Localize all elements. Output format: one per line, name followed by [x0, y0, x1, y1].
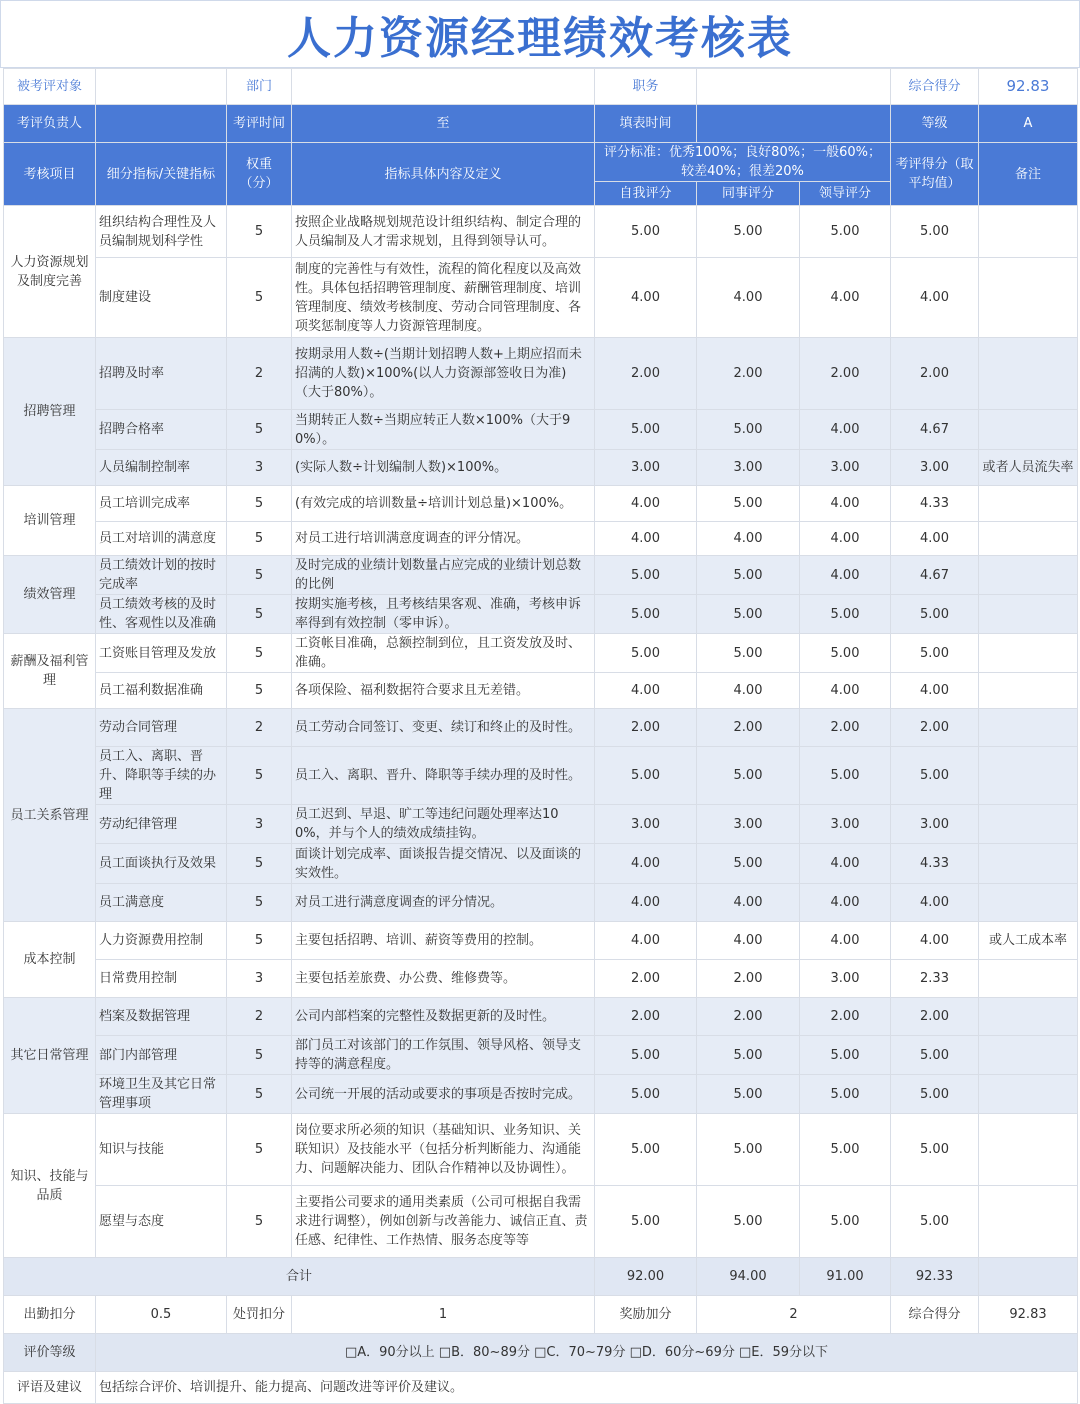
- grade-options[interactable]: □A．90分以上 □B．80~89分 □C．70~79分 □D．60分~69分 □E．59分以下: [96, 1334, 1078, 1372]
- leader-score-cell[interactable]: 5.00: [800, 1036, 891, 1075]
- sub-index-header: 细分指标/关键指标: [96, 143, 227, 206]
- definition-cell: 当期转正人数÷当期应转正人数×100%（大于90%）。: [292, 410, 595, 450]
- weight-cell: 5: [227, 1075, 292, 1114]
- leader-score-cell[interactable]: 5.00: [800, 1186, 891, 1258]
- category-cell: 成本控制: [4, 922, 96, 998]
- avg-score-cell: 3.00: [891, 450, 979, 486]
- grade-row-label: 评价等级: [4, 1334, 96, 1372]
- weight-cell: 5: [227, 634, 292, 673]
- avg-header: 考评得分（取平均值）: [891, 143, 979, 206]
- leader-score-cell[interactable]: 5.00: [800, 1114, 891, 1186]
- definition-cell: 面谈计划完成率、面谈报告提交情况、以及面谈的实效性。: [292, 844, 595, 884]
- note-cell[interactable]: [979, 1114, 1078, 1186]
- self-score-cell[interactable]: 2.00: [595, 709, 697, 747]
- info-row: [4, 69, 1078, 105]
- sub-index-cell: 员工福利数据准确: [96, 673, 227, 709]
- peer-score-cell[interactable]: 4.00: [697, 922, 800, 960]
- total-label: 综合得分: [891, 69, 979, 105]
- sub-index-cell: 员工培训完成率: [96, 486, 227, 522]
- note-cell[interactable]: [979, 258, 1078, 338]
- table-row: [4, 1114, 1078, 1186]
- sub-index-cell: 招聘合格率: [96, 410, 227, 450]
- note-cell[interactable]: [979, 805, 1078, 844]
- reviewer-label: 考评负责人: [4, 105, 96, 143]
- to-label: 至: [292, 105, 595, 143]
- grade-value: A: [979, 105, 1078, 143]
- note-cell[interactable]: [979, 960, 1078, 998]
- leader-score-cell[interactable]: 5.00: [800, 747, 891, 805]
- avg-score-cell: 4.00: [891, 522, 979, 556]
- definition-cell: (实际人数÷计划编制人数)×100%。: [292, 450, 595, 486]
- bonus-value[interactable]: 2: [697, 1296, 891, 1334]
- table-row: [4, 998, 1078, 1036]
- peer-score-cell[interactable]: 4.00: [697, 884, 800, 922]
- sub-index-cell: 组织结构合理性及人员编制规划科学性: [96, 206, 227, 258]
- position-label: 职务: [595, 69, 697, 105]
- sub-index-cell: 部门内部管理: [96, 1036, 227, 1075]
- self-score-cell[interactable]: 3.00: [595, 450, 697, 486]
- sub-index-cell: 日常费用控制: [96, 960, 227, 998]
- note-cell[interactable]: [979, 673, 1078, 709]
- note-cell[interactable]: [979, 884, 1078, 922]
- avg-score-cell: 4.33: [891, 486, 979, 522]
- table-row: [4, 522, 1078, 556]
- definition-cell: 主要指公司要求的通用类素质（公司可根据自我需求进行调整），例如创新与改善能力、诚信正直、责任感、纪律性、工作热情、服务态度等等: [292, 1186, 595, 1258]
- table-row: [4, 1186, 1078, 1258]
- note-cell[interactable]: [979, 1186, 1078, 1258]
- sum-leader: 91.00: [800, 1258, 891, 1296]
- peer-score-cell[interactable]: 5.00: [697, 844, 800, 884]
- category-cell: 培训管理: [4, 486, 96, 556]
- avg-score-cell: 5.00: [891, 634, 979, 673]
- peer-score-cell[interactable]: 4.00: [697, 673, 800, 709]
- leader-score-cell[interactable]: 4.00: [800, 556, 891, 595]
- definition-cell: 员工劳动合同签订、变更、续订和终止的及时性。: [292, 709, 595, 747]
- leader-score-cell[interactable]: 4.00: [800, 486, 891, 522]
- note-cell[interactable]: 或人工成本率: [979, 922, 1078, 960]
- sum-label: 合计: [4, 1258, 595, 1296]
- sub-index-cell: 工资账目管理及发放: [96, 634, 227, 673]
- peer-score-cell[interactable]: 5.00: [697, 1075, 800, 1114]
- self-score-cell[interactable]: 5.00: [595, 1036, 697, 1075]
- weight-cell: 3: [227, 805, 292, 844]
- leader-score-cell[interactable]: 5.00: [800, 206, 891, 258]
- final-total-value: 92.83: [979, 1296, 1078, 1334]
- avg-score-cell: 5.00: [891, 1114, 979, 1186]
- table-row: [4, 673, 1078, 709]
- avg-score-cell: 2.00: [891, 709, 979, 747]
- header-row-2: [4, 143, 1078, 182]
- peer-score-cell[interactable]: 5.00: [697, 1186, 800, 1258]
- self-score-cell[interactable]: 4.00: [595, 922, 697, 960]
- avg-score-cell: 4.00: [891, 258, 979, 338]
- leader-score-cell[interactable]: 3.00: [800, 450, 891, 486]
- leader-score-cell[interactable]: 4.00: [800, 922, 891, 960]
- definition-cell: 按期实施考核，且考核结果客观、准确，考核申诉率得到有效控制（零申诉）。: [292, 595, 595, 634]
- category-cell: 绩效管理: [4, 556, 96, 634]
- self-score-cell[interactable]: 5.00: [595, 595, 697, 634]
- sub-index-cell: 员工入、离职、晋升、降职等手续的办理: [96, 747, 227, 805]
- dept-label: 部门: [227, 69, 292, 105]
- comment-label: 评语及建议: [4, 1372, 96, 1404]
- table-row: [4, 747, 1078, 805]
- item-header: 考核项目: [4, 143, 96, 206]
- leader-score-cell[interactable]: 3.00: [800, 805, 891, 844]
- self-score-cell[interactable]: 5.00: [595, 1186, 697, 1258]
- weight-cell: 2: [227, 998, 292, 1036]
- weight-cell: 5: [227, 922, 292, 960]
- table-row: [4, 922, 1078, 960]
- peer-score-cell[interactable]: 5.00: [697, 747, 800, 805]
- self-score-cell[interactable]: 2.00: [595, 338, 697, 410]
- avg-score-cell: 4.67: [891, 410, 979, 450]
- page-title: 人力资源经理绩效考核表: [0, 0, 1080, 68]
- peer-score-cell[interactable]: 5.00: [697, 595, 800, 634]
- definition-cell: 制度的完善性与有效性，流程的简化程度以及高效性。具体包括招聘管理制度、薪酬管理制度、培训管理制度、绩效考核制度、劳动合同管理制度、各项奖惩制度等人力资源管理制度。: [292, 258, 595, 338]
- table-row: [4, 1075, 1078, 1114]
- sub-index-cell: 劳动纪律管理: [96, 805, 227, 844]
- table-row: [4, 486, 1078, 522]
- definition-cell: 员工入、离职、晋升、降职等手续办理的及时性。: [292, 747, 595, 805]
- avg-score-cell: 5.00: [891, 595, 979, 634]
- weight-cell: 5: [227, 522, 292, 556]
- sub-index-cell: 环境卫生及其它日常管理事项: [96, 1075, 227, 1114]
- definition-cell: 对员工进行满意度调查的评分情况。: [292, 884, 595, 922]
- definition-cell: 员工迟到、早退、旷工等违纪问题处理率达100%，并与个人的绩效成绩挂钩。: [292, 805, 595, 844]
- sub-index-cell: 人员编制控制率: [96, 450, 227, 486]
- weight-cell: 5: [227, 844, 292, 884]
- self-score-cell[interactable]: 3.00: [595, 805, 697, 844]
- weight-cell: 3: [227, 450, 292, 486]
- definition-cell: 公司统一开展的活动或要求的事项是否按时完成。: [292, 1075, 595, 1114]
- avg-score-cell: 4.00: [891, 884, 979, 922]
- peer-score-cell[interactable]: 5.00: [697, 206, 800, 258]
- leader-score-cell[interactable]: 5.00: [800, 634, 891, 673]
- weight-cell: 5: [227, 258, 292, 338]
- sum-avg: 92.33: [891, 1258, 979, 1296]
- note-cell[interactable]: [979, 595, 1078, 634]
- definition-cell: 主要包括差旅费、办公费、维修费等。: [292, 960, 595, 998]
- grade-row: [4, 1334, 1078, 1372]
- weight-header: 权重（分）: [227, 143, 292, 206]
- note-cell[interactable]: [979, 998, 1078, 1036]
- table-row: [4, 206, 1078, 258]
- peer-header: 同事评分: [697, 182, 800, 206]
- peer-score-cell[interactable]: 5.00: [697, 634, 800, 673]
- sub-index-cell: 员工对培训的满意度: [96, 522, 227, 556]
- dept-field[interactable]: [292, 69, 595, 105]
- sub-index-cell: 人力资源费用控制: [96, 922, 227, 960]
- self-score-cell[interactable]: 2.00: [595, 960, 697, 998]
- table-row: [4, 634, 1078, 673]
- peer-score-cell[interactable]: 4.00: [697, 258, 800, 338]
- table-row: [4, 410, 1078, 450]
- peer-score-cell[interactable]: 2.00: [697, 709, 800, 747]
- leader-score-cell[interactable]: 3.00: [800, 960, 891, 998]
- self-score-cell[interactable]: 4.00: [595, 522, 697, 556]
- peer-score-cell[interactable]: 3.00: [697, 450, 800, 486]
- definition-cell: (有效完成的培训数量÷培训计划总量)×100%。: [292, 486, 595, 522]
- note-cell[interactable]: [979, 556, 1078, 595]
- peer-score-cell[interactable]: 3.00: [697, 805, 800, 844]
- definition-cell: 按照企业战略规划规范设计组织结构、制定合理的人员编制及人才需求规划，且得到领导认可。: [292, 206, 595, 258]
- category-cell: 员工关系管理: [4, 709, 96, 922]
- note-cell[interactable]: [979, 486, 1078, 522]
- leader-score-cell[interactable]: 2.00: [800, 338, 891, 410]
- weight-cell: 2: [227, 709, 292, 747]
- period-label: 考评时间: [227, 105, 292, 143]
- weight-cell: 5: [227, 1036, 292, 1075]
- definition-cell: 各项保险、福利数据符合要求且无差错。: [292, 673, 595, 709]
- fill-time-field[interactable]: [697, 105, 891, 143]
- sum-peer: 94.00: [697, 1258, 800, 1296]
- definition-cell: 部门员工对该部门的工作氛围、领导风格、领导支持等的满意程度。: [292, 1036, 595, 1075]
- note-cell[interactable]: [979, 522, 1078, 556]
- definition-cell: 主要包括招聘、培训、薪资等费用的控制。: [292, 922, 595, 960]
- avg-score-cell: 2.00: [891, 998, 979, 1036]
- peer-score-cell[interactable]: 2.00: [697, 998, 800, 1036]
- self-score-cell[interactable]: 5.00: [595, 1114, 697, 1186]
- note-cell[interactable]: [979, 338, 1078, 410]
- weight-cell: 5: [227, 673, 292, 709]
- avg-score-cell: 4.00: [891, 922, 979, 960]
- leader-score-cell[interactable]: 4.00: [800, 410, 891, 450]
- definition-cell: 及时完成的业绩计划数量占应完成的业绩计划总数的比例: [292, 556, 595, 595]
- leader-score-cell[interactable]: 4.00: [800, 844, 891, 884]
- fill-time-label: 填表时间: [595, 105, 697, 143]
- weight-cell: 5: [227, 410, 292, 450]
- weight-cell: 5: [227, 556, 292, 595]
- sub-index-cell: 知识与技能: [96, 1114, 227, 1186]
- note-cell[interactable]: [979, 634, 1078, 673]
- self-score-cell[interactable]: 2.00: [595, 998, 697, 1036]
- avg-score-cell: 5.00: [891, 747, 979, 805]
- weight-cell: 2: [227, 338, 292, 410]
- weight-cell: 5: [227, 884, 292, 922]
- table-row: [4, 595, 1078, 634]
- self-score-cell[interactable]: 5.00: [595, 556, 697, 595]
- note-cell[interactable]: [979, 844, 1078, 884]
- table-row: [4, 805, 1078, 844]
- note-cell[interactable]: 或者人员流失率: [979, 450, 1078, 486]
- category-cell: 招聘管理: [4, 338, 96, 486]
- sum-note: [979, 1258, 1078, 1296]
- weight-cell: 5: [227, 486, 292, 522]
- avg-score-cell: 4.33: [891, 844, 979, 884]
- peer-score-cell[interactable]: 2.00: [697, 338, 800, 410]
- self-score-cell[interactable]: 5.00: [595, 410, 697, 450]
- self-score-cell[interactable]: 5.00: [595, 634, 697, 673]
- grade-label: 等级: [891, 105, 979, 143]
- self-score-cell[interactable]: 5.00: [595, 206, 697, 258]
- weight-cell: 5: [227, 747, 292, 805]
- self-score-cell[interactable]: 4.00: [595, 844, 697, 884]
- self-score-cell[interactable]: 4.00: [595, 673, 697, 709]
- leader-score-cell[interactable]: 4.00: [800, 673, 891, 709]
- leader-score-cell[interactable]: 5.00: [800, 1075, 891, 1114]
- table-row: [4, 960, 1078, 998]
- note-cell[interactable]: [979, 410, 1078, 450]
- definition-cell: 公司内部档案的完整性及数据更新的及时性。: [292, 998, 595, 1036]
- peer-score-cell[interactable]: 5.00: [697, 556, 800, 595]
- note-cell[interactable]: [979, 206, 1078, 258]
- sub-index-cell: 员工面谈执行及效果: [96, 844, 227, 884]
- sub-index-cell: 招聘及时率: [96, 338, 227, 410]
- bonus-label: 奖励加分: [595, 1296, 697, 1334]
- leader-header: 领导评分: [800, 182, 891, 206]
- definition-header: 指标具体内容及定义: [292, 143, 595, 206]
- avg-score-cell: 2.00: [891, 338, 979, 410]
- peer-score-cell[interactable]: 5.00: [697, 486, 800, 522]
- table-row: [4, 844, 1078, 884]
- target-field[interactable]: [96, 69, 227, 105]
- leader-score-cell[interactable]: 2.00: [800, 998, 891, 1036]
- sub-index-cell: 劳动合同管理: [96, 709, 227, 747]
- sub-index-cell: 愿望与态度: [96, 1186, 227, 1258]
- leader-score-cell[interactable]: 4.00: [800, 884, 891, 922]
- sub-index-cell: 制度建设: [96, 258, 227, 338]
- sub-index-cell: 员工绩效考核的及时性、客观性以及准确: [96, 595, 227, 634]
- category-cell: 知识、技能与品质: [4, 1114, 96, 1258]
- sub-index-cell: 员工满意度: [96, 884, 227, 922]
- standard-header: 评分标准：优秀100%；良好80%；一般60%；较差40%；很差20%: [595, 143, 891, 182]
- weight-cell: 5: [227, 1114, 292, 1186]
- attendance-label: 出勤扣分: [4, 1296, 96, 1334]
- avg-score-cell: 5.00: [891, 1036, 979, 1075]
- note-cell[interactable]: [979, 747, 1078, 805]
- sub-index-cell: 档案及数据管理: [96, 998, 227, 1036]
- comment-field[interactable]: 包括综合评价、培训提升、能力提高、问题改进等评价及建议。: [96, 1372, 1078, 1404]
- target-label: 被考评对象: [4, 69, 96, 105]
- weight-cell: 5: [227, 1186, 292, 1258]
- penalty-label: 处罚扣分: [227, 1296, 292, 1334]
- definition-cell: 工资帐目准确，总额控制到位，且工资发放及时、准确。: [292, 634, 595, 673]
- avg-score-cell: 5.00: [891, 1075, 979, 1114]
- avg-score-cell: 5.00: [891, 1186, 979, 1258]
- appraisal-table: [3, 68, 1078, 1404]
- self-score-cell[interactable]: 5.00: [595, 1075, 697, 1114]
- avg-score-cell: 4.67: [891, 556, 979, 595]
- sub-index-cell: 员工绩效计划的按时完成率: [96, 556, 227, 595]
- header-row-1: [4, 105, 1078, 143]
- self-header: 自我评分: [595, 182, 697, 206]
- category-cell: 其它日常管理: [4, 998, 96, 1114]
- peer-score-cell[interactable]: 5.00: [697, 1114, 800, 1186]
- total-value: 92.83: [979, 69, 1078, 105]
- reviewer-field[interactable]: [96, 105, 227, 143]
- definition-cell: 对员工进行培训满意度调查的评分情况。: [292, 522, 595, 556]
- peer-score-cell[interactable]: 5.00: [697, 410, 800, 450]
- table-row: [4, 556, 1078, 595]
- comment-row: [4, 1372, 1078, 1404]
- note-cell[interactable]: [979, 1036, 1078, 1075]
- avg-score-cell: 3.00: [891, 805, 979, 844]
- avg-score-cell: 2.33: [891, 960, 979, 998]
- category-cell: 人力资源规划及制度完善: [4, 206, 96, 338]
- note-header: 备注: [979, 143, 1078, 206]
- note-cell[interactable]: [979, 1075, 1078, 1114]
- self-score-cell[interactable]: 5.00: [595, 747, 697, 805]
- table-row: [4, 258, 1078, 338]
- self-score-cell[interactable]: 4.00: [595, 258, 697, 338]
- table-row: [4, 709, 1078, 747]
- leader-score-cell[interactable]: 4.00: [800, 258, 891, 338]
- self-score-cell[interactable]: 4.00: [595, 884, 697, 922]
- avg-score-cell: 5.00: [891, 206, 979, 258]
- position-field[interactable]: [697, 69, 891, 105]
- attendance-value[interactable]: 0.5: [96, 1296, 227, 1334]
- weight-cell: 5: [227, 595, 292, 634]
- peer-score-cell[interactable]: 2.00: [697, 960, 800, 998]
- weight-cell: 5: [227, 206, 292, 258]
- peer-score-cell[interactable]: 5.00: [697, 1036, 800, 1075]
- category-cell: 薪酬及福利管理: [4, 634, 96, 709]
- table-row: [4, 338, 1078, 410]
- avg-score-cell: 4.00: [891, 673, 979, 709]
- definition-cell: 岗位要求所必须的知识（基础知识、业务知识、关联知识）及技能水平（包括分析判断能力、沟通能力、问题解决能力、团队合作精神以及协调性）。: [292, 1114, 595, 1186]
- table-row: [4, 450, 1078, 486]
- penalty-value[interactable]: 1: [292, 1296, 595, 1334]
- sum-row: [4, 1258, 1078, 1296]
- final-total-label: 综合得分: [891, 1296, 979, 1334]
- adjust-row: [4, 1296, 1078, 1334]
- table-row: [4, 884, 1078, 922]
- leader-score-cell[interactable]: 2.00: [800, 709, 891, 747]
- peer-score-cell[interactable]: 4.00: [697, 522, 800, 556]
- definition-cell: 按期录用人数÷(当期计划招聘人数+上期应招而未招满的人数)×100%(以人力资源部签收日为准)（大于80%）。: [292, 338, 595, 410]
- leader-score-cell[interactable]: 4.00: [800, 522, 891, 556]
- leader-score-cell[interactable]: 5.00: [800, 595, 891, 634]
- sum-self: 92.00: [595, 1258, 697, 1296]
- note-cell[interactable]: [979, 709, 1078, 747]
- self-score-cell[interactable]: 4.00: [595, 486, 697, 522]
- weight-cell: 3: [227, 960, 292, 998]
- table-row: [4, 1036, 1078, 1075]
